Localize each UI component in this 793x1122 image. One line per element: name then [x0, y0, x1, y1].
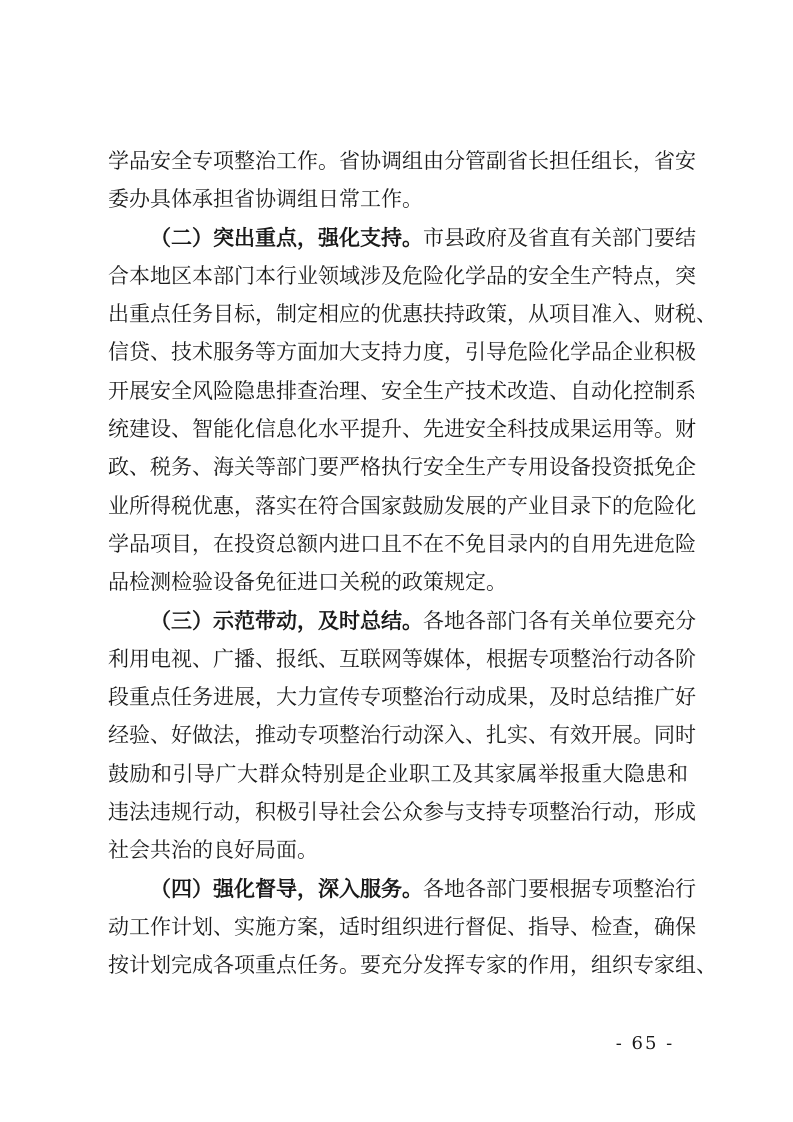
paragraph-line: 统建设、智能化信息化水平提升、先进安全科技成果运用等。财 — [108, 417, 696, 442]
paragraph-line: 品检测检验设备免征进口关税的政策规定。 — [108, 570, 507, 595]
paragraph-text: 各地各部门各有关单位要充分 — [423, 608, 696, 633]
paragraph-line: 违法违规行动，积极引导社会公众参与支持专项整治行动，形成 — [108, 800, 696, 825]
section-first-line — [108, 602, 696, 640]
paragraph-line: 开展安全风险隐患排查治理、安全生产技术改造、自动化控制系 — [108, 378, 696, 403]
paragraph-line: 学品安全专项整治工作。省协调组由分管副省长担任组长，省安 — [108, 149, 696, 173]
paragraph-text: 市县政府及省直有关部门要结 — [423, 225, 696, 250]
paragraph-line: 委办具体承担省协调组日常工作。 — [108, 187, 423, 212]
paragraph-line: 经验、好做法，推动专项整治行动深入、扎实、有效开展。同时 — [108, 723, 696, 748]
paragraph-line: 合本地区本部门本行业领域涉及危险化学品的安全生产特点，突 — [108, 263, 696, 288]
paragraph-line: 段重点任务进展，大力宣传专项整治行动成果，及时总结推广好 — [108, 685, 696, 710]
paragraph-line: 鼓励和引导广大群众特别是企业职工及其家属举报重大隐患和 — [108, 761, 688, 786]
paragraph-line: 社会共治的良好局面。 — [108, 838, 318, 863]
section-heading: （二）突出重点，强化支持。 — [150, 224, 423, 250]
paragraph-line: 业所得税优惠，落实在符合国家鼓励发展的产业目录下的危险化 — [108, 493, 696, 518]
paragraph-line: 动工作计划、实施方案，适时组织进行督促、指导、检查，确保 — [108, 914, 696, 939]
paragraph-line: 学品项目，在投资总额内进口且不在不免目录内的自用先进危险 — [108, 531, 696, 556]
section-heading: （三）示范带动，及时总结。 — [150, 607, 423, 633]
paragraph-line: 信贷、技术服务等方面加大支持力度，引导危险化学品企业积极 — [108, 340, 696, 365]
section-heading: （四）强化督导，深入服务。 — [150, 875, 423, 901]
paragraph-line: 出重点任务目标，制定相应的优惠扶持政策，从项目准入、财税、 — [108, 302, 717, 327]
paragraph-text: 各地各部门要根据专项整治行 — [423, 876, 696, 901]
section-first-line — [108, 870, 696, 908]
section-first-line — [108, 219, 696, 257]
body-text — [108, 142, 717, 985]
page-number: - 65 - — [615, 1033, 675, 1054]
paragraph-line: 政、税务、海关等部门要严格执行安全生产专用设备投资抵免企 — [108, 455, 696, 480]
paragraph-line: 按计划完成各项重点任务。要充分发挥专家的作用，组织专家组、 — [108, 953, 717, 978]
paragraph-line: 利用电视、广播、报纸、互联网等媒体，根据专项整治行动各阶 — [108, 646, 696, 671]
